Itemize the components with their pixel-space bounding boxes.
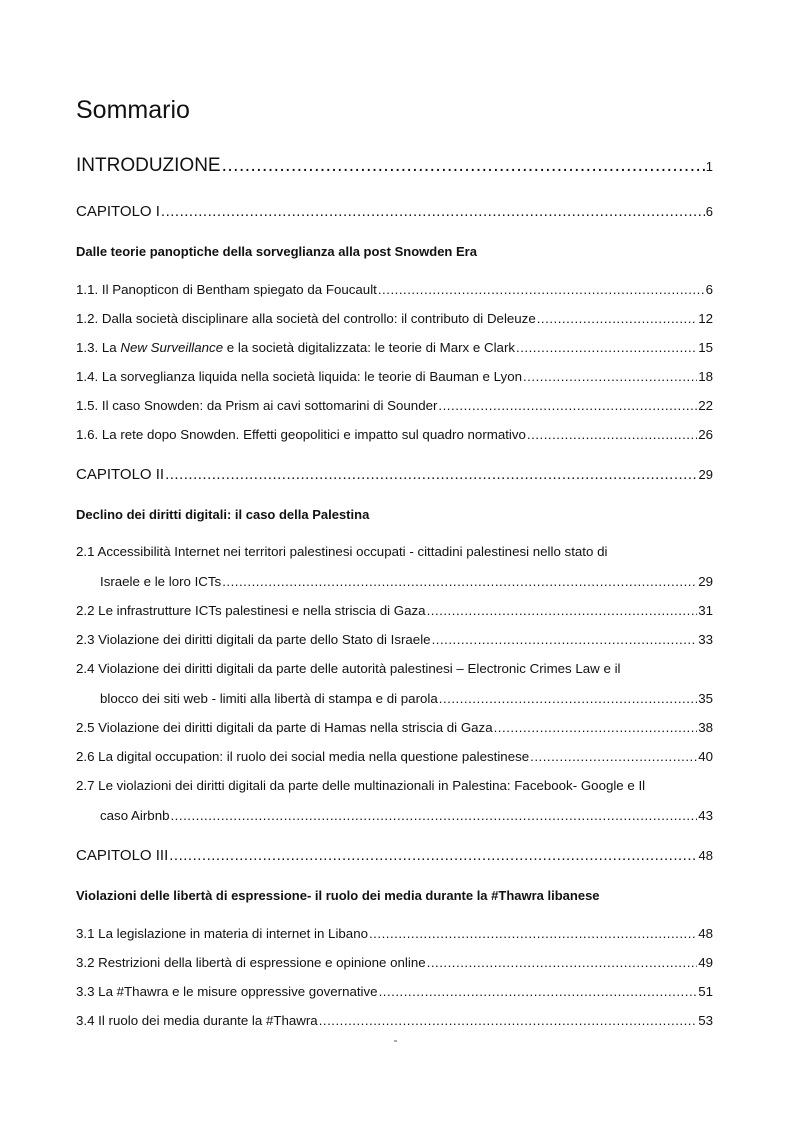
- toc-leader: [537, 311, 697, 326]
- toc-entry-label: CAPITOLO II: [76, 466, 165, 483]
- toc-leader: [530, 749, 697, 764]
- toc-page-number: 53: [698, 1013, 713, 1028]
- toc-entry-label: 1.6. La rete dopo Snowden. Effetti geopolitici e impatto sul quadro normativo: [76, 427, 526, 442]
- toc-entry-label: 3.4 Il ruolo dei media durante la #Thawra: [76, 1013, 318, 1028]
- toc-entry[interactable]: [100, 574, 713, 589]
- toc-page-number: 49: [698, 955, 713, 970]
- toc-entry-label: 1.1. Il Panopticon di Bentham spiegato da Foucault: [76, 282, 377, 297]
- toc-leader: [161, 203, 705, 220]
- toc-leader: [169, 847, 697, 864]
- toc-page-number: 1: [705, 159, 713, 174]
- toc-entry-label: 3.3 La #Thawra e le misure oppressive governative: [76, 984, 378, 999]
- toc-entry-capitolo-1[interactable]: [76, 203, 713, 220]
- page-mark: [394, 1040, 397, 1042]
- toc-entry[interactable]: [76, 369, 713, 384]
- toc-page-number: 29: [698, 467, 713, 482]
- toc-leader: [494, 720, 698, 735]
- toc-page-number: 48: [698, 926, 713, 941]
- toc-leader: [369, 926, 697, 941]
- toc-leader: [432, 632, 698, 647]
- toc-entry-label: Israele e le loro ICTs: [100, 574, 222, 589]
- toc-entry[interactable]: [76, 311, 713, 326]
- toc-entry-label: 3.1 La legislazione in materia di internet in Libano: [76, 926, 368, 941]
- toc-page-number: 31: [698, 603, 713, 618]
- toc-page-number: 48: [698, 848, 713, 863]
- toc-entry-first-line: 2.7 Le violazioni dei diritti digitali da parte delle multinazionali in Palestina: Facebook- Google e Il: [76, 778, 646, 793]
- toc-entry-label: 1.2. Dalla società disciplinare alla società del controllo: il contributo di Deleuze: [76, 311, 536, 326]
- toc-entry-label: INTRODUZIONE: [76, 155, 221, 176]
- toc-page-number: 38: [698, 720, 713, 735]
- toc-entry-label: caso Airbnb: [100, 808, 170, 823]
- toc-leader: [378, 282, 705, 297]
- toc-entry[interactable]: [76, 427, 713, 442]
- toc-page-number: 6: [705, 282, 713, 297]
- toc-entry[interactable]: [76, 720, 713, 735]
- toc-page-number: 35: [698, 691, 713, 706]
- toc-entry-introduzione[interactable]: [76, 155, 713, 177]
- toc-entry-label: 2.3 Violazione dei diritti digitali da parte dello Stato di Israele: [76, 632, 431, 647]
- toc-entry-label: blocco dei siti web - limiti alla libertà di stampa e di parola: [100, 691, 438, 706]
- toc-entry-label: 2.6 La digital occupation: il ruolo dei social media nella questione palestinese: [76, 749, 530, 764]
- toc-entry[interactable]: [100, 808, 713, 823]
- toc-entry[interactable]: [76, 926, 713, 941]
- chapter-subtitle: Declino dei diritti digitali: il caso della Palestina: [76, 507, 370, 522]
- toc-page-number: 12: [698, 311, 713, 326]
- toc-leader: [427, 955, 698, 970]
- toc-leader: [439, 691, 697, 706]
- toc-page-number: 18: [698, 369, 713, 384]
- toc-page-number: 6: [705, 204, 713, 219]
- toc-entry-label: 1.5. Il caso Snowden: da Prism ai cavi sottomarini di Sounder: [76, 398, 438, 413]
- toc-leader: [523, 369, 697, 384]
- toc-entry-label: [76, 340, 515, 355]
- toc-entry-text-part: 1.3. La: [76, 340, 121, 355]
- toc-leader: [379, 984, 698, 999]
- toc-leader: [427, 603, 698, 618]
- toc-entry[interactable]: [76, 340, 713, 355]
- toc-entry-label: CAPITOLO III: [76, 847, 169, 864]
- toc-entry-italic-part: New Surveillance: [120, 340, 224, 355]
- toc-page-number: 22: [698, 398, 713, 413]
- toc-entry-first-line: 2.1 Accessibilità Internet nei territori palestinesi occupati - cittadini palestinesi nello stato di: [76, 544, 608, 559]
- toc-leader: [222, 574, 697, 589]
- toc-page-number: 33: [698, 632, 713, 647]
- toc-page-number: 43: [698, 808, 713, 823]
- toc-entry[interactable]: [76, 632, 713, 647]
- toc-page-number: 29: [698, 574, 713, 589]
- toc-page-number: 51: [698, 984, 713, 999]
- chapter-subtitle: Violazioni delle libertà di espressione- il ruolo dei media durante la #Thawra libanese: [76, 888, 600, 903]
- toc-page-number: 40: [698, 749, 713, 764]
- toc-entry[interactable]: [76, 984, 713, 999]
- toc-entry-capitolo-2[interactable]: [76, 466, 713, 483]
- toc-leader: [165, 466, 697, 483]
- toc-entry-label: 1.4. La sorveglianza liquida nella società liquida: le teorie di Bauman e Lyon: [76, 369, 522, 384]
- toc-entry[interactable]: [76, 749, 713, 764]
- toc-leader: [527, 427, 697, 442]
- toc-leader: [170, 808, 697, 823]
- toc-leader: [516, 340, 697, 355]
- toc-page-number: 26: [698, 427, 713, 442]
- toc-entry[interactable]: [76, 398, 713, 413]
- toc-entry-text-part: e la società digitalizzata: le teorie di Marx e Clark: [223, 340, 516, 355]
- toc-entry-label: CAPITOLO I: [76, 203, 160, 220]
- toc-entry-label: 2.2 Le infrastrutture ICTs palestinesi e nella striscia di Gaza: [76, 603, 426, 618]
- toc-leader: [222, 155, 705, 177]
- toc-entry-first-line: 2.4 Violazione dei diritti digitali da parte delle autorità palestinesi – Electronic Crimes Law e il: [76, 661, 621, 676]
- toc-leader: [319, 1013, 698, 1028]
- toc-entry-capitolo-3[interactable]: [76, 847, 713, 864]
- toc-entry-label: 2.5 Violazione dei diritti digitali da parte di Hamas nella striscia di Gaza: [76, 720, 493, 735]
- toc-entry[interactable]: [76, 955, 713, 970]
- chapter-subtitle: Dalle teorie panoptiche della sorveglianza alla post Snowden Era: [76, 244, 477, 259]
- toc-entry[interactable]: [76, 282, 713, 297]
- toc-entry[interactable]: [76, 1013, 713, 1028]
- toc-page-number: 15: [698, 340, 713, 355]
- toc-entry[interactable]: [76, 603, 713, 618]
- page-title: Sommario: [76, 96, 190, 124]
- toc-leader: [438, 398, 697, 413]
- toc-entry-label: 3.2 Restrizioni della libertà di espressione e opinione online: [76, 955, 426, 970]
- toc-entry[interactable]: [100, 691, 713, 706]
